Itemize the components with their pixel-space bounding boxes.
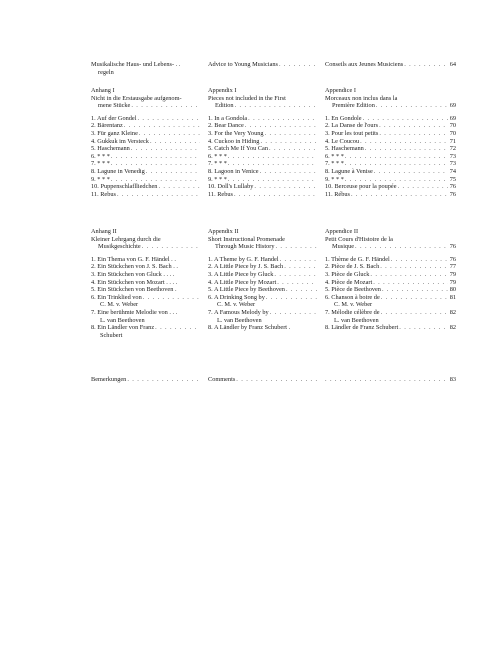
list-item: 2. La Danse de l'ours — [325, 122, 379, 130]
list-item: 6. * * * — [208, 152, 227, 160]
leader-dots — [266, 294, 317, 302]
list-item: 9. * * * — [208, 175, 227, 183]
leader-dots — [277, 279, 317, 287]
leader-dots — [284, 263, 317, 271]
list-item: 1. In a Gondola — [208, 114, 248, 122]
leader-dots — [373, 279, 448, 287]
toc-col-french — [325, 376, 456, 384]
entry-title: Musikalische Haus- und Lebens- . . — [91, 61, 181, 68]
list-item-sub: L. van Beethoven — [100, 316, 145, 324]
leader-dots — [275, 243, 317, 251]
list-item: 1. Ein Thema von G. F. Händel . . — [91, 255, 176, 263]
leader-dots — [260, 168, 317, 176]
list-item: 7. Mélodie célèbre de — [325, 308, 380, 316]
leader-dots — [274, 271, 317, 279]
section-intro: Petit Cours d'Histoire de la — [325, 235, 393, 243]
section-intro: Pieces not included in the First — [208, 94, 286, 102]
entry-title: Advice to Young Musicians — [208, 61, 278, 68]
leader-dots — [370, 271, 448, 279]
leader-dots — [137, 115, 200, 123]
leader-dots — [143, 294, 200, 302]
leader-dots — [228, 153, 317, 161]
list-item: 6. A Drinking Song by — [208, 293, 265, 301]
toc-col-french — [325, 87, 456, 198]
list-item: 5. Haschemann — [325, 145, 364, 153]
entry-title: Comments — [208, 376, 236, 383]
list-item: 4. Le Coucou — [325, 137, 360, 145]
leader-dots — [155, 324, 200, 332]
list-item-sub: C. M. v. Weber — [217, 301, 256, 309]
leader-dots — [404, 61, 448, 69]
leader-dots — [351, 191, 448, 199]
list-item: 9. * * * — [325, 175, 344, 183]
page-number: 76 — [449, 243, 456, 251]
list-item-sub: Schubert — [100, 331, 123, 339]
section-intro: Nicht in die Erstausgabe aufgenom- — [91, 94, 182, 102]
section-intro: Short Instructional Promenade — [208, 235, 285, 243]
section-heading: Appendice I — [325, 87, 356, 94]
page-number: 76 — [449, 190, 456, 198]
leader-dots — [380, 263, 448, 271]
leader-dots — [131, 145, 200, 153]
list-item: 3. A Little Piece by Gluck — [208, 270, 274, 278]
list-item-sub: C. M. v. Weber — [100, 301, 139, 309]
list-item: 7. * * * — [91, 160, 110, 168]
page-number: 74 — [449, 167, 456, 175]
leader-dots — [381, 309, 448, 317]
page-number: 71 — [449, 137, 456, 145]
leader-dots — [286, 286, 317, 294]
leader-dots — [236, 376, 317, 384]
leader-dots — [381, 294, 448, 302]
leader-dots — [235, 102, 317, 110]
leader-dots — [398, 183, 448, 191]
leader-dots — [355, 243, 448, 251]
list-item: 6. Ein Trinklied von — [91, 293, 142, 301]
leader-dots — [279, 61, 317, 69]
leader-dots — [248, 115, 317, 123]
page-number: 79 — [449, 278, 456, 286]
list-item: 2. Bear Dance — [208, 122, 244, 130]
leader-dots — [345, 160, 448, 168]
list-item: 6. * * * — [325, 152, 344, 160]
leader-dots — [399, 324, 448, 332]
list-item-sub: L. van Beethoven — [334, 316, 379, 324]
leader-dots — [142, 243, 200, 251]
list-item: 8. Lagune à Venise — [325, 167, 373, 175]
leader-dots — [374, 168, 448, 176]
leader-dots — [280, 256, 317, 264]
toc-col-german — [91, 87, 208, 198]
section-intro-cont: Through Music History — [215, 243, 275, 251]
page-number: 70 — [449, 129, 456, 137]
page-number: 83 — [449, 376, 456, 383]
leader-dots — [111, 160, 200, 168]
list-item-sub: L. van Beethoven — [217, 316, 262, 324]
toc-col-german — [91, 228, 208, 339]
section-intro: Morceaux non inclus dans la — [325, 94, 398, 102]
leader-dots — [265, 130, 317, 138]
leader-dots — [111, 176, 200, 184]
list-item: 11. Rébus — [325, 190, 350, 198]
list-item: 8. Ein Ländler von Franz — [91, 324, 155, 332]
leader-dots — [360, 138, 448, 146]
list-item: 5. Haschemann — [91, 145, 130, 153]
list-item: 1. Thème de G. F. Händel — [325, 255, 390, 263]
leader-dots — [345, 176, 448, 184]
leader-dots — [345, 153, 448, 161]
section-intro-cont: Musique — [332, 243, 355, 251]
list-item: 1. En Gondole — [325, 114, 362, 122]
list-item: 10. Berceuse pour la poupée — [325, 183, 397, 191]
leader-dots — [228, 176, 317, 184]
page-number: 79 — [449, 270, 456, 278]
leader-dots — [127, 376, 200, 384]
leader-dots — [131, 102, 200, 110]
leader-dots — [325, 376, 448, 384]
leader-dots — [379, 130, 448, 138]
list-item: 6. Chanson à boire de — [325, 293, 380, 301]
list-item: 8. Ländler de Franz Schubert — [325, 324, 399, 332]
leader-dots — [234, 191, 317, 199]
list-item: 2. Bärentanz — [91, 122, 123, 130]
toc-section-appendix-2 — [91, 228, 456, 339]
list-item: 4. A Little Piece by Mozart — [208, 278, 277, 286]
list-item: 5. A Little Piece by Beethoven — [208, 286, 285, 294]
toc-col-german — [91, 376, 208, 384]
list-item: 10. Doll's Lullaby — [208, 183, 254, 191]
section-intro-cont: Edition — [215, 102, 234, 110]
list-item: 9. * * * — [91, 175, 110, 183]
leader-dots — [376, 102, 448, 110]
list-item: 4. Gukkuk im Versteck — [91, 137, 149, 145]
leader-dots — [228, 160, 317, 168]
leader-dots — [117, 191, 200, 199]
list-item: 11. Rebus — [208, 190, 233, 198]
page-number: 69 — [449, 102, 456, 110]
section-heading: Appendix I — [208, 87, 237, 94]
page-number: 73 — [449, 152, 456, 160]
page-number: 69 — [449, 114, 456, 122]
toc-col-english — [208, 228, 325, 339]
toc-col-english — [208, 61, 325, 76]
section-heading: Appendice II — [325, 228, 359, 235]
section-heading: Anhang I — [91, 87, 115, 94]
leader-dots — [146, 168, 200, 176]
page-number: 80 — [449, 286, 456, 294]
leader-dots — [379, 122, 448, 130]
list-item: 7. * * * — [208, 160, 227, 168]
list-item: 7. * * * — [325, 160, 344, 168]
list-item: 10. Puppenschlaflliedchen — [91, 183, 158, 191]
leader-dots — [158, 183, 200, 191]
entry-title: Bemerkungen — [91, 376, 127, 383]
list-item: 2. Ein Stückchen von J. S. Bach . . — [91, 263, 178, 271]
list-item-sub: C. M. v. Weber — [334, 301, 373, 309]
page-number: 64 — [449, 61, 456, 68]
section-heading: Appendix II — [208, 228, 239, 235]
leader-dots — [382, 286, 448, 294]
page-number: 72 — [449, 145, 456, 153]
page-number: 75 — [449, 175, 456, 183]
toc-section-advice — [91, 61, 456, 76]
page-number: 82 — [449, 324, 456, 332]
list-item: 6. * * * — [91, 152, 110, 160]
list-item: 8. Lagune in Venedig — [91, 167, 145, 175]
list-item: 4. Cuckoo in Hiding — [208, 137, 260, 145]
page-number: 81 — [449, 293, 456, 301]
toc-col-french — [325, 61, 456, 76]
leader-dots — [111, 153, 200, 161]
list-item: 3. Pièce de Gluck — [325, 270, 370, 278]
list-item: 7. A Famous Melody by — [208, 308, 269, 316]
leader-dots — [139, 130, 200, 138]
list-item: 11. Rebus — [91, 190, 116, 198]
section-heading: Anhang II — [91, 228, 117, 235]
list-item: 2. Pièce de J. S. Bach — [325, 263, 380, 271]
list-item: 4. Ein Stückchen von Mozart . . . . — [91, 278, 178, 286]
page-number: 82 — [449, 308, 456, 316]
list-item: 1. Auf der Gondel — [91, 114, 137, 122]
leader-dots — [150, 138, 200, 146]
toc-section-comments — [91, 376, 456, 384]
leader-dots — [245, 122, 317, 130]
leader-dots — [365, 145, 448, 153]
section-intro-cont: mene Stücke — [98, 102, 131, 110]
entry-title: Conseils aux Jeunes Musiciens — [325, 61, 404, 68]
leader-dots — [269, 145, 317, 153]
leader-dots — [254, 183, 317, 191]
list-item: 8. A Ländler by Franz Schubert . — [208, 324, 291, 332]
leader-dots — [391, 256, 448, 264]
leader-dots — [260, 138, 317, 146]
toc-col-french — [325, 228, 456, 339]
list-item: 3. Pour les tout petits — [325, 129, 379, 137]
page-number: 76 — [449, 183, 456, 191]
page-number: 73 — [449, 160, 456, 168]
list-item: 8. Lagoon in Venice — [208, 167, 259, 175]
section-intro-cont: Musikgeschichte — [98, 243, 141, 251]
leader-dots — [124, 122, 200, 130]
list-item: 4. Pièce de Mozart — [325, 278, 373, 286]
entry-title-cont: regeln — [98, 68, 114, 76]
section-intro: Kleiner Lehrgang durch die — [91, 235, 161, 243]
page-number: 77 — [449, 263, 456, 271]
list-item: 5. Catch Me If You Can — [208, 145, 268, 153]
leader-dots — [270, 309, 317, 317]
list-item: 5. Pièce de Beethoven — [325, 286, 381, 294]
toc-col-german — [91, 61, 208, 76]
list-item: 7. Eine berühmte Melodie von . . . — [91, 308, 178, 316]
list-item: 3. For the Very Young — [208, 129, 264, 137]
toc-section-appendix-1 — [91, 87, 456, 198]
leader-dots — [363, 115, 448, 123]
list-item: 1. A Theme by G. F. Handel — [208, 255, 279, 263]
list-item: 3. Ein Stückchen von Gluck . . . . — [91, 270, 175, 278]
section-intro-cont: Première Edition — [332, 102, 375, 110]
list-item: 2. A Little Piece by J. S. Bach — [208, 263, 284, 271]
page-number: 70 — [449, 122, 456, 130]
toc-col-english — [208, 87, 325, 198]
page-number: 76 — [449, 255, 456, 263]
toc-col-english — [208, 376, 325, 384]
list-item: 3. Für ganz Kleine — [91, 129, 138, 137]
list-item: 5. Ein Stückchen von Beethoven . — [91, 286, 177, 294]
